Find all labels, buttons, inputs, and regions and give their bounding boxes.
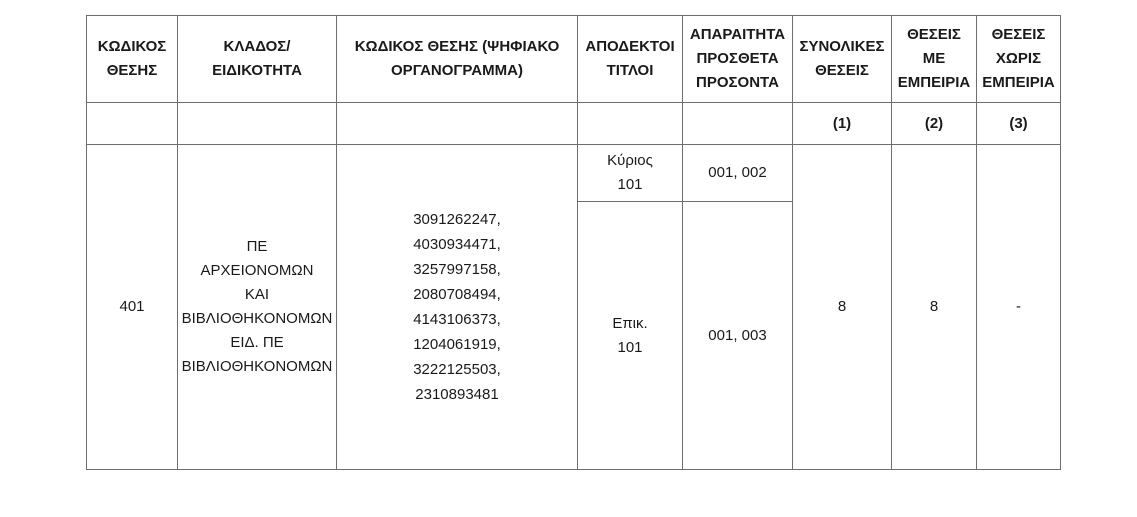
header-row	[87, 16, 1061, 103]
qualifications-cell-main: 001, 002	[683, 145, 793, 202]
empty-cell	[337, 103, 578, 145]
qualifications-cell-secondary: 001, 003	[683, 202, 793, 470]
table-row	[87, 145, 1061, 202]
column-number-2: (2)	[892, 103, 977, 145]
title-cell-main: Κύριος 101	[578, 145, 683, 202]
title-cell-secondary: Επικ. 101	[578, 202, 683, 470]
header-branch: ΚΛΑΔΟΣ/ ΕΙΔΙΚΟΤΗΤΑ	[178, 16, 337, 103]
empty-cell	[178, 103, 337, 145]
without-experience-cell: -	[977, 145, 1061, 470]
positions-table	[86, 15, 1061, 470]
digital-codes-cell: 3091262247, 4030934471, 3257997158, 2080708494, 4143106373, 1204061919, 3222125503, 2310893481	[337, 145, 578, 470]
column-number-row	[87, 103, 1061, 145]
header-total-positions: ΣΥΝΟΛΙΚΕΣ ΘΕΣΕΙΣ	[793, 16, 892, 103]
header-without-experience: ΘΕΣΕΙΣ ΧΩΡΙΣ ΕΜΠΕΙΡΙΑ	[977, 16, 1061, 103]
header-required-qualifications: ΑΠΑΡΑΙΤΗΤΑ ΠΡΟΣΘΕΤΑ ΠΡΟΣΟΝΤΑ	[683, 16, 793, 103]
header-accepted-titles: ΑΠΟΔΕΚΤΟΙ ΤΙΤΛΟΙ	[578, 16, 683, 103]
header-digital-code: ΚΩΔΙΚΟΣ ΘΕΣΗΣ (ΨΗΦΙΑΚΟ ΟΡΓΑΝΟΓΡΑΜΜΑ)	[337, 16, 578, 103]
header-with-experience: ΘΕΣΕΙΣ ΜΕ ΕΜΠΕΙΡΙΑ	[892, 16, 977, 103]
empty-cell	[683, 103, 793, 145]
branch-cell: ΠΕ ΑΡΧΕΙΟΝΟΜΩΝ ΚΑΙ ΒΙΒΛΙΟΘΗΚΟΝΟΜΩΝ ΕΙΔ. ΠΕ ΒΙΒΛΙΟΘΗΚΟΝΟΜΩΝ	[178, 145, 337, 470]
column-number-3: (3)	[977, 103, 1061, 145]
position-code-cell: 401	[87, 145, 178, 470]
total-positions-cell: 8	[793, 145, 892, 470]
empty-cell	[578, 103, 683, 145]
header-position-code: ΚΩΔΙΚΟΣ ΘΕΣΗΣ	[87, 16, 178, 103]
column-number-1: (1)	[793, 103, 892, 145]
with-experience-cell: 8	[892, 145, 977, 470]
empty-cell	[87, 103, 178, 145]
